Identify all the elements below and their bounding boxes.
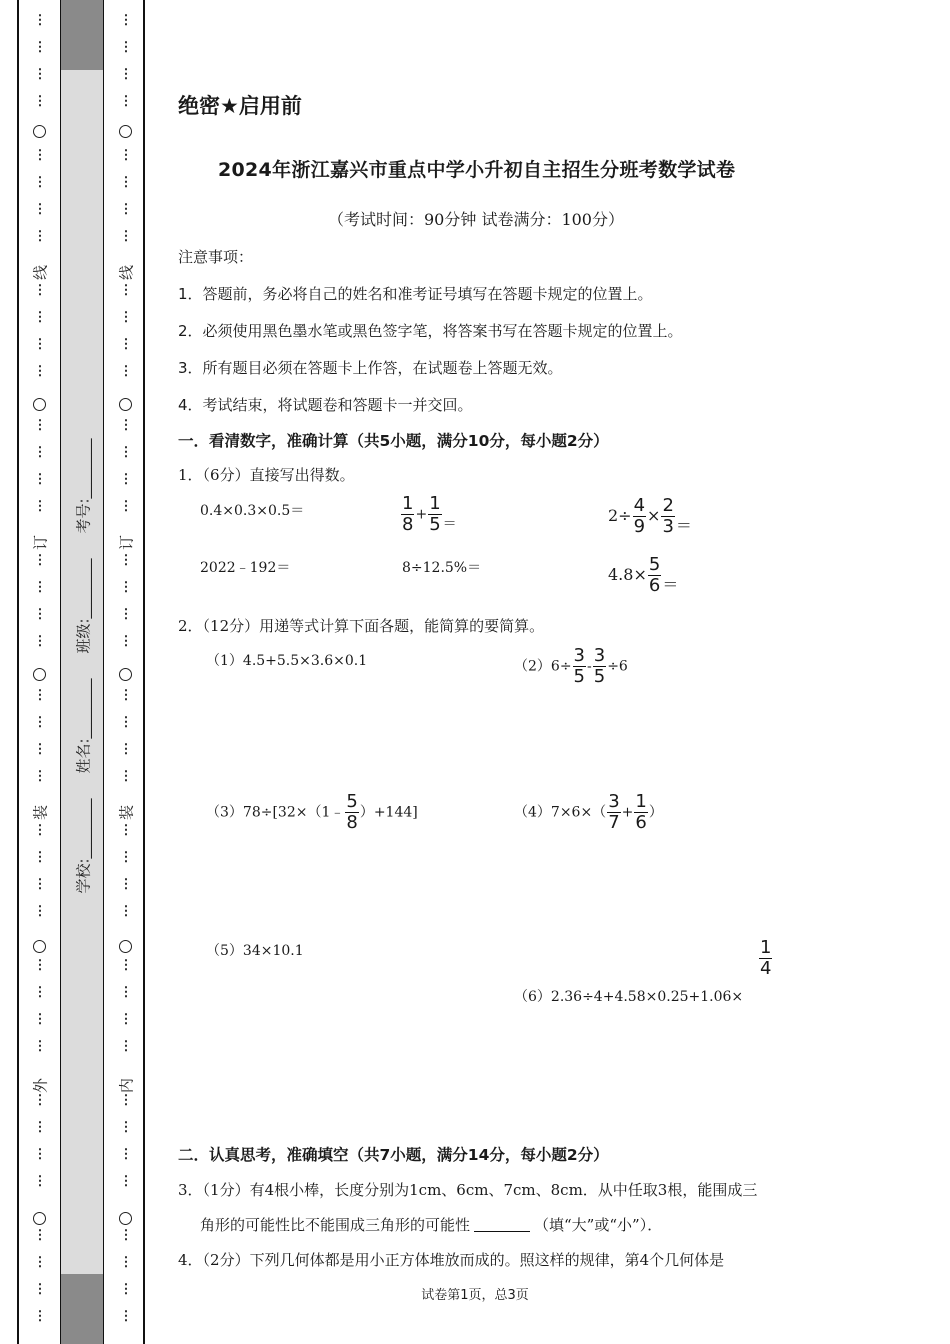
cut-line-dot: ⋮ [33,580,47,595]
q2-part-4 [514,792,663,833]
cut-line-dot: ⋮ [119,1147,133,1162]
cut-line-dot: ⋮ [33,1120,47,1135]
cut-line-dot: ⋮ [119,1093,133,1108]
binding-hole-icon [33,1212,46,1225]
denominator: 4 [760,958,772,979]
cut-line-dot: ⋮ [119,229,133,244]
outer-cut-line [32,0,48,1344]
cut-line-dot: ⋮ [33,769,47,784]
binding-label: 装 [31,805,50,821]
operator: - [587,658,592,675]
prefix: （3）78÷[32×（1﹣ [206,804,345,821]
cut-line-dot: ⋮ [33,850,47,865]
cut-line-dot: ⋮ [33,958,47,973]
note-item: 1．答题前，务必将自己的姓名和准考证号填写在答题卡规定的位置上。 [178,285,653,303]
cut-line-dot: ⋮ [33,904,47,919]
cut-line-dot: ⋮ [33,67,47,82]
fraction [759,938,772,979]
fraction [593,646,606,687]
cut-line-dot: ⋮ [33,742,47,757]
denominator: 7 [608,812,620,833]
note-item: 2．必须使用黑色墨水笔或黑色签字笔，将答案书写在答题卡规定的位置上。 [178,322,683,340]
operator: + [621,804,634,821]
cut-line-dot: ⋮ [33,364,47,379]
cut-line-dot: ⋮ [119,175,133,190]
student-info [70,430,96,920]
cut-line-dot: ⋮ [33,418,47,433]
cut-line-dot: ⋮ [33,1309,47,1324]
q3-hint: （填“大”或“小”）． [534,1216,663,1234]
binding-label: 外 [31,1078,50,1094]
q1-expr-2 [400,494,457,535]
cut-line-dot: ⋮ [33,688,47,703]
binding-hole-icon [119,1212,132,1225]
cut-line-dot: ⋮ [33,1282,47,1297]
cut-line-dot: ⋮ [119,13,133,28]
binding-hole-icon [119,668,132,681]
q1-expr-5: 8÷12.5%＝ [402,560,482,576]
fraction [573,646,586,687]
cut-line-dot: ⋮ [33,1012,47,1027]
cut-line-dot: ⋮ [119,1039,133,1054]
cut-line-dot: ⋮ [33,310,47,325]
cut-line-dot: ⋮ [119,580,133,595]
numerator: 5 [346,791,358,812]
question-4-line-1: 4．（2分）下列几何体都是用小正方体堆放而成的。照这样的规律，第4个几何体是 [178,1251,725,1269]
cut-line-dot: ⋮ [33,1039,47,1054]
cut-line-dot: ⋮ [33,40,47,55]
numerator: 1 [402,493,414,514]
cut-line-dot: ⋮ [33,283,47,298]
denominator: 6 [648,575,661,596]
cut-line-dot: ⋮ [33,94,47,109]
cut-line-dot: ⋮ [33,229,47,244]
cut-line-dot: ⋮ [33,607,47,622]
binding-label: 订 [31,535,50,551]
inner-cut-line [118,0,134,1344]
operator: + [415,506,428,523]
numerator: 2 [662,495,674,516]
cut-line-dot: ⋮ [33,1228,47,1243]
binding-hole-icon [119,125,132,138]
suffix: ÷6 [607,658,628,675]
question-2-label: 2．（12分）用递等式计算下面各题，能简算的要简算。 [178,617,545,635]
numerator: 3 [573,645,585,666]
cut-line-dot: ⋮ [119,553,133,568]
binding-label: 订 [117,535,136,551]
cut-line-dot: ⋮ [119,904,133,919]
cut-line-dot: ⋮ [33,13,47,28]
q2-part-6: （6）2.36÷4+4.58×0.25+1.06× [514,989,744,1005]
cut-line-dot: ⋮ [33,877,47,892]
cut-line-dot: ⋮ [119,715,133,730]
q1-expr-4: 2022﹣192＝ [200,560,291,576]
cut-line-dot: ⋮ [119,94,133,109]
cut-line-dot: ⋮ [119,1309,133,1324]
cut-line-dot: ⋮ [119,607,133,622]
suffix: ）+144] [359,804,418,821]
cut-line-dot: ⋮ [33,1147,47,1162]
cut-line-dot: ⋮ [119,877,133,892]
prefix: （2）6÷ [514,658,572,675]
note-item: 4．考试结束，将试题卷和答题卡一并交回。 [178,396,473,414]
binding-hole-icon [119,398,132,411]
binding-hole-icon [119,940,132,953]
binding-hole-icon [33,125,46,138]
page-footer: 试卷第1页，总3页 [421,1288,529,1303]
fraction [661,496,674,537]
exam-number-field[interactable]: 考号:________ [74,438,93,534]
prefix: （4）7×6×（ [514,804,607,821]
cut-line-dot: ⋮ [119,1012,133,1027]
section-2-heading: 二．认真思考，准确填空（共7小题，满分14分，每小题2分） [178,1146,609,1164]
cut-line-dot: ⋮ [119,148,133,163]
confidential-label: 绝密★启用前 [178,94,302,118]
binding-label: 内 [117,1078,136,1094]
cut-line-dot: ⋮ [119,337,133,352]
suffix: ） [648,804,663,821]
cut-line-dot: ⋮ [119,1228,133,1243]
operator: × [647,506,661,525]
numerator: 3 [608,791,620,812]
fraction [401,494,414,535]
stripe-top-cap [61,0,103,70]
note-item: 3．所有题目必须在答题卡上作答，在试题卷上答题无效。 [178,359,563,377]
binding-label: 线 [117,265,136,281]
answer-blank[interactable] [474,1231,530,1232]
cut-line-dot: ⋮ [119,310,133,325]
question-3-line-1: 3．（1分）有4根小棒，长度分别为1cm、6cm、7cm、8cm．从中任取3根，能围成三 [178,1181,758,1199]
cut-line-dot: ⋮ [119,634,133,649]
cut-line-dot: ⋮ [33,499,47,514]
cut-line-dot: ⋮ [119,40,133,55]
section-1-heading: 一．看清数字，准确计算（共5小题，满分10分，每小题2分） [178,432,609,450]
cut-line-dot: ⋮ [119,1174,133,1189]
cut-line-dot: ⋮ [119,985,133,1000]
fraction [633,496,646,537]
denominator: 5 [573,666,585,687]
cut-line-dot: ⋮ [119,1255,133,1270]
cut-line-dot: ⋮ [119,499,133,514]
cut-line-dot: ⋮ [119,742,133,757]
cut-line-dot: ⋮ [33,1255,47,1270]
numerator: 1 [635,791,647,812]
fraction [607,792,620,833]
cut-line-dot: ⋮ [119,472,133,487]
cut-line-dot: ⋮ [119,418,133,433]
cut-line-dot: ⋮ [119,445,133,460]
prefix: 2÷ [608,506,632,525]
school-field[interactable]: 学校:________ [74,798,93,894]
cut-line-dot: ⋮ [33,1093,47,1108]
cut-line-dot: ⋮ [119,283,133,298]
cut-line-dot: ⋮ [119,769,133,784]
cut-line-dot: ⋮ [33,634,47,649]
binding-label: 装 [117,805,136,821]
denominator: 5 [429,514,441,535]
numerator: 4 [633,495,646,516]
cut-line-dot: ⋮ [33,715,47,730]
cut-line-dot: ⋮ [33,148,47,163]
numerator: 3 [593,645,606,666]
cut-line-dot: ⋮ [33,445,47,460]
cut-line-dot: ⋮ [33,202,47,217]
cut-line-dot: ⋮ [33,175,47,190]
numerator: 1 [429,493,441,514]
fraction [634,792,647,833]
binding-label: 线 [31,265,50,281]
cut-line-dot: ⋮ [33,985,47,1000]
question-3-line-2 [200,1214,662,1235]
cut-line-dot: ⋮ [33,337,47,352]
notes-heading: 注意事项： [178,248,254,266]
cut-line-dot: ⋮ [119,958,133,973]
cut-line-dot: ⋮ [33,553,47,568]
q2-part-6-fraction [758,938,773,979]
cut-line-dot: ⋮ [33,472,47,487]
numerator: 1 [760,937,772,958]
q2-part-5: （5）34×10.1 [206,943,304,959]
question-1-label: 1．（6分）直接写出得数。 [178,466,355,484]
binding-hole-icon [33,940,46,953]
binding-hole-icon [33,668,46,681]
q2-part-3 [206,792,418,833]
cut-line-dot: ⋮ [33,823,47,838]
cut-line-dot: ⋮ [119,1282,133,1297]
cut-line-dot: ⋮ [119,850,133,865]
denominator: 5 [593,666,606,687]
denominator: 8 [346,812,358,833]
prefix: 4.8× [608,565,647,584]
denominator: 9 [633,516,646,537]
fraction [345,792,358,833]
class-field[interactable]: 班级:________ [74,558,93,654]
equals: ＝ [442,516,457,533]
equals: ＝ [662,575,679,594]
cut-line-dot: ⋮ [33,1174,47,1189]
numerator: 5 [648,554,661,575]
cut-line-dot: ⋮ [119,688,133,703]
fraction [428,494,441,535]
cut-line-dot: ⋮ [119,67,133,82]
q3-text: 角形的可能性比不能围成三角形的可能性 [200,1216,471,1234]
q2-part-2 [514,646,628,687]
q1-expr-3 [608,496,692,537]
denominator: 8 [402,514,414,535]
q1-expr-1: 0.4×0.3×0.5＝ [200,503,305,519]
q1-expr-6 [608,555,678,596]
equals: ＝ [675,516,692,535]
name-field[interactable]: 姓名:________ [74,678,93,774]
cut-line-dot: ⋮ [119,202,133,217]
exam-time-info: （考试时间：90分钟 试卷满分：100分） [328,210,624,229]
cut-line-dot: ⋮ [119,1120,133,1135]
fraction [648,555,661,596]
cut-line-dot: ⋮ [119,364,133,379]
denominator: 6 [635,812,647,833]
page-title: 2024年浙江嘉兴市重点中学小升初自主招生分班考数学试卷 [218,159,736,181]
denominator: 3 [662,516,674,537]
q2-part-1: （1）4.5+5.5×3.6×0.1 [206,653,368,669]
binding-hole-icon [33,398,46,411]
cut-line-dot: ⋮ [119,823,133,838]
